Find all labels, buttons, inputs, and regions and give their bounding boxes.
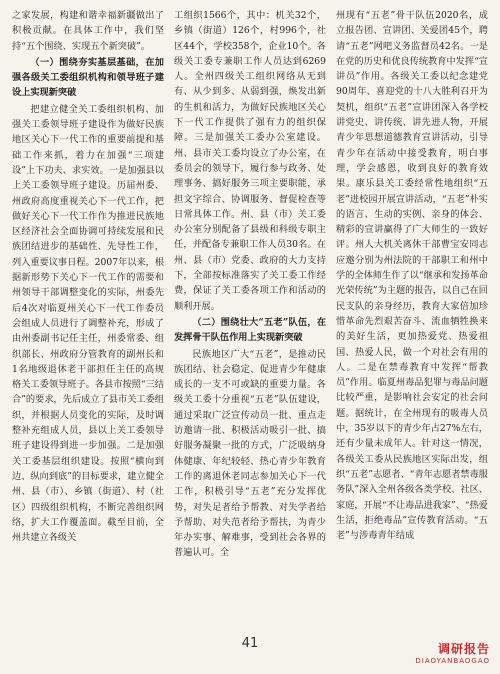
brand-logo [415, 640, 490, 665]
section-heading: （一）围绕夯实基层基础，在加强各级关工委组织机构和领导班子建设上实现新突破 [12, 56, 164, 99]
column-2 [174, 8, 326, 628]
paragraph: 把建立健全关工委组织机构、加强关工委领导班子建设作为做好民族地区关心下一代工作的重要前提和基础工作来抓，着力在加强“三项建设”上下功夫、求实效。一是加强县以上关工委领导班子建设。历届州委、州政府高度重视关心下一代工作，把做好关心下一代工作作为推进民族地区经济社会全面协调可持续发展和民族团结进步的基础性、先导性工作，列入重要议事日程。2007年以来，根据新形势下关心下一代工作的需要和州领导干部调整变化的实际，州委先后4次对临夏州关心下一代工作委员会组成人员进行了调整补充，形成了由州委副书记任主任，州委常委、组织部长、州政府分管教育的副州长和1名地级退休老干部担任主任的高规格关工委领导班子。各县市按照“三结合”的要求，先后成立了县市关工委组织，并根据人员变化的实际，及时调整补充组成人员，县以上关工委领导班子建设得到进一步加强。二是加强关工委基层组织建设。按照“横向到边、纵向到底”的目标要求，建立健全州、县（市）、乡镇（街道）、村（社区）四级组织机构，不断完善组织网络，扩大工作覆盖面。截至目前，全州共建立各级关 [12, 103, 164, 544]
brand-subtitle: DIAOYANBAOGAO [415, 657, 490, 665]
paragraph: 之家发展，构建和谐幸福新疆做出了积极贡献。在具体工作中，我们坚持“五个围绕、实现五个新突破”。 [12, 10, 164, 52]
brand-title: 调研报告 [437, 642, 490, 656]
section-heading: （二）围绕壮大“五老”队伍，在发挥骨干队伍作用上实现新突破 [174, 316, 326, 344]
text-columns [12, 8, 490, 628]
column-1 [12, 8, 164, 628]
page-number: 41 [241, 636, 259, 651]
paragraph: 工组织1566个，其中：机关32个，乡镇（街道）126个，村996个，社区44个，学校358个，企业10个。各级关工委专兼职工作人员达到6269人。全州四级关工组织网络从无到有、从少到多、从弱到强，焕发出新的生机和活力，为做好民族地区关心下一代工作提供了强有力的组织保障。三是加强关工委办公室建设。州、县市关工委均设立了办公室，在委员会的领导下，履行参与政务、处理事务、搞好服务三项主要职能，承担文字综合、协调服务、督促检查等日常具体工作。州、县（市）关工委办公室分别配备了县级和科级专职主任，并配备专兼职工作人员30名。在州、县（市）党委、政府的大力支持下，全部按标准落实了关工委工作经费，保证了关工委各项工作和活动的顺利开展。 [174, 10, 326, 312]
paragraph: 州现有“五老”骨干队伍2020名，成立报告团、宣讲团、关爱团45个，聘请“五老”网吧义务监督员42名。一是在党的历史和优良传统教育中发挥“宣讲员”作用。各级关工委以纪念建党90周年、喜迎党的十八大胜利召开为契机，组织“五老”宣讲团深入各学校讲党史、讲传统、讲先进人物，开展青少年思想道德教育宣讲活动，引导青少年在活动中接受教育，明白事理，学会感恩，收到良好的教育效果。康乐县关工委经常性地组织“五老”进校园开展宣讲活动，“五老”朴实的语言、生动的实例、亲身的体会、精彩的宣讲赢得了广大师生的一致好评。州人大机关离休干部曹宝安同志应邀分别为州法院的干部职工和州中学的全体师生作了以“继承和发扬革命光荣传统”为主题的报告，以自己在回民支队的亲身经历，教育大家倍加珍惜革命先烈艰苦奋斗、流血牺牲换来的美好生活，更加热爱党、热爱祖国、热爱人民，做一个对社会有用的人。二是在禁毒教育中发挥“帮教员”作用。临夏州毒品犯罪与毒品问题比较严重，是影响社会安定的社会问题。据统计，在全州现有的吸毒人员中，35岁以下的青少年占27%左右，还有少量未成年人。针对这一情况，各级关工委从民族地区实际出发，组织“五老”志愿者、“青年志愿者禁毒服务队”深入全州各级各类学校、社区、家庭，开展“不让毒品进我家”、“热爱生活，拒绝毒品”宣传教育活动。“五老”与涉毒青年结成 [336, 10, 488, 542]
page-footer [0, 628, 500, 668]
paragraph: 民族地区广大“五老”，是推动民族团结、社会稳定、促进青少年健康成长的一支不可或缺的重要力量。各级关工委十分重视“五老”队伍建设，通过采取广泛宣传动员一批、重点走访邀请一批、积极活动吸引一批、搞好服务凝聚一批的方式，广泛吸纳身体健康、年纪较轻、热心青少年教育工作的离退休老同志参加关心下一代工作，积极引导“五老”充分发挥优势，对失足者给予帮教、对失学者给予帮助、对失范者给予帮扶，为青少年办实事、解难事，受到社会各界的普遍认可。全 [174, 348, 326, 559]
document-page [12, 8, 490, 628]
column-3 [336, 8, 488, 628]
